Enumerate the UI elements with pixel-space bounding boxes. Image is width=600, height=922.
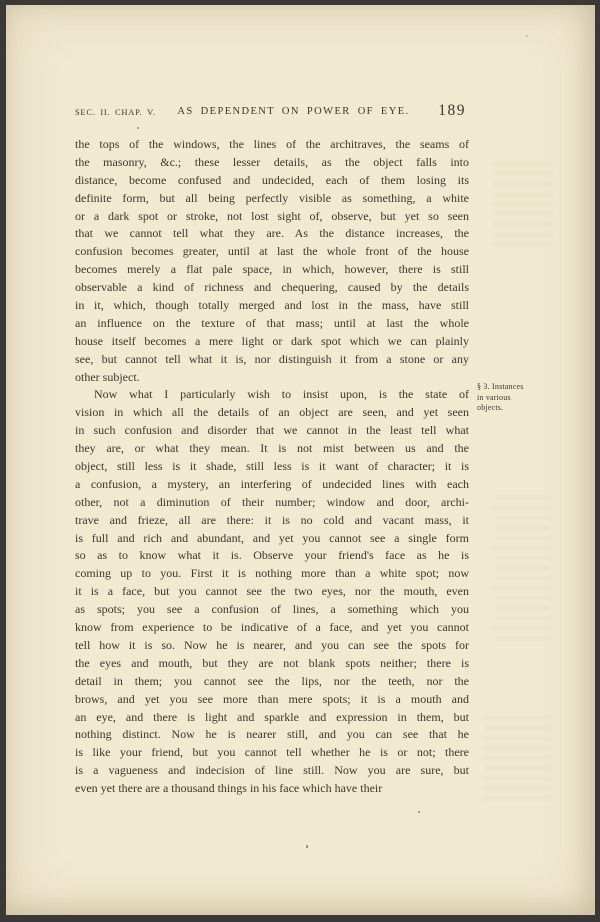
text-line: or a dark spot or stroke, not lost sight of, observe, but yet so seen [75, 208, 469, 223]
margin-note-line: objects. [477, 403, 504, 412]
text-line: becomes merely a flat pale space, in which, however, there is still [75, 262, 469, 277]
text-line: detail in them; you cannot see the lips, nor the teeth, nor the [75, 673, 469, 688]
text-line: they are, or what they mean. It is not mist between us and the [75, 441, 469, 456]
ink-speck [418, 811, 420, 813]
bleed-through-patch [494, 163, 552, 247]
text-line: other subject. [75, 369, 140, 384]
margin-note [477, 382, 553, 414]
text-line: it is a face, but you cannot see the two eyes, nor the mouth, even [75, 584, 469, 599]
book-page [6, 5, 595, 915]
text-line: so as to know what it is. Observe your friend's face as he is [75, 548, 469, 563]
section-label: SEC. II. CHAP. V. [75, 107, 156, 117]
ink-speck [137, 127, 139, 129]
text-line: that we cannot tell what they are. As the distance increases, the [75, 226, 469, 241]
text-line: the tops of the windows, the lines of the architraves, the seams of [75, 137, 469, 151]
text-line: as spots; you see a confusion of lines, a something which you [75, 602, 469, 617]
text-line: the eyes and mouth, but they are not blank spots neither; there is [75, 655, 469, 670]
page-header [75, 95, 468, 121]
text-line: is full and rich and abundant, and yet you cannot see a single form [75, 530, 469, 545]
body-text-column [75, 136, 469, 798]
text-line: in it, which, though totally merged and lost in the mass, have still [75, 298, 469, 313]
text-line: the masonry, &c.; these lesser details, as the object falls into [75, 154, 469, 169]
text-line: an eye, and there is light and sparkle and expression in them, but [75, 709, 469, 724]
ink-speck [526, 35, 528, 37]
text-line: coming up to you. First it is nothing more than a white spot; now [75, 566, 469, 581]
text-line: tell how it is so. Now he is nearer, and you can see the spots for [75, 637, 469, 652]
text-line: in such confusion and disorder that we cannot in the least tell what [75, 423, 469, 438]
margin-note-line: in various [477, 392, 511, 402]
text-line: other, not a diminution of their number; window and door, archi- [75, 494, 469, 509]
text-line: is a vagueness and indecision of line still. Now you are sure, but [75, 763, 469, 778]
text-line: know from experience to be indicative of a face, and yet you cannot [75, 620, 469, 635]
page-number: 189 [438, 102, 466, 119]
text-line: object, still less is it shade, still less is it want of character; it is [75, 459, 469, 474]
text-line: observable a kind of richness and chequering, caused by the details [75, 280, 469, 295]
bleed-through-patch [484, 717, 552, 801]
text-line: Now what I particularly wish to insist upon, is the state of [94, 387, 469, 402]
text-line: even yet there are a thousand things in his face which have their [75, 781, 383, 796]
running-title: AS DEPENDENT ON POWER OF EYE. [177, 106, 410, 117]
text-line: trave and frieze, all are there: it is no cold and vacant mass, it [75, 512, 469, 527]
text-line: see, but cannot tell what it is, nor distinguish it from a stone or any [75, 351, 469, 366]
text-line: a confusion, a mystery, an interfering of undecided lines with each [75, 476, 469, 491]
ink-speck [306, 845, 308, 848]
text-line: definite form, but all being perfectly visible as something, a white [75, 190, 469, 205]
text-line: distance, become confused and undecided, each of them losing its [75, 172, 469, 187]
text-line: vision in which all the details of an object are seen, and yet seen [75, 405, 469, 420]
text-line: an influence on the texture of that mass; until at last the whole [75, 315, 469, 330]
text-line: confusion becomes greater, until at last the whole front of the house [75, 244, 469, 259]
text-line: is like your friend, but you cannot tell whether he is or not; there [75, 745, 469, 760]
text-line: house itself becomes a mere light or dark spot which we can plainly [75, 333, 469, 348]
margin-note-line: § 3. Instances [477, 382, 524, 391]
bleed-through-patch [492, 497, 552, 647]
text-line: nothing distinct. Now he is nearer still, and you can see that he [75, 727, 469, 742]
text-line: brows, and yet you see more than mere spots; it is a mouth and [75, 691, 469, 706]
